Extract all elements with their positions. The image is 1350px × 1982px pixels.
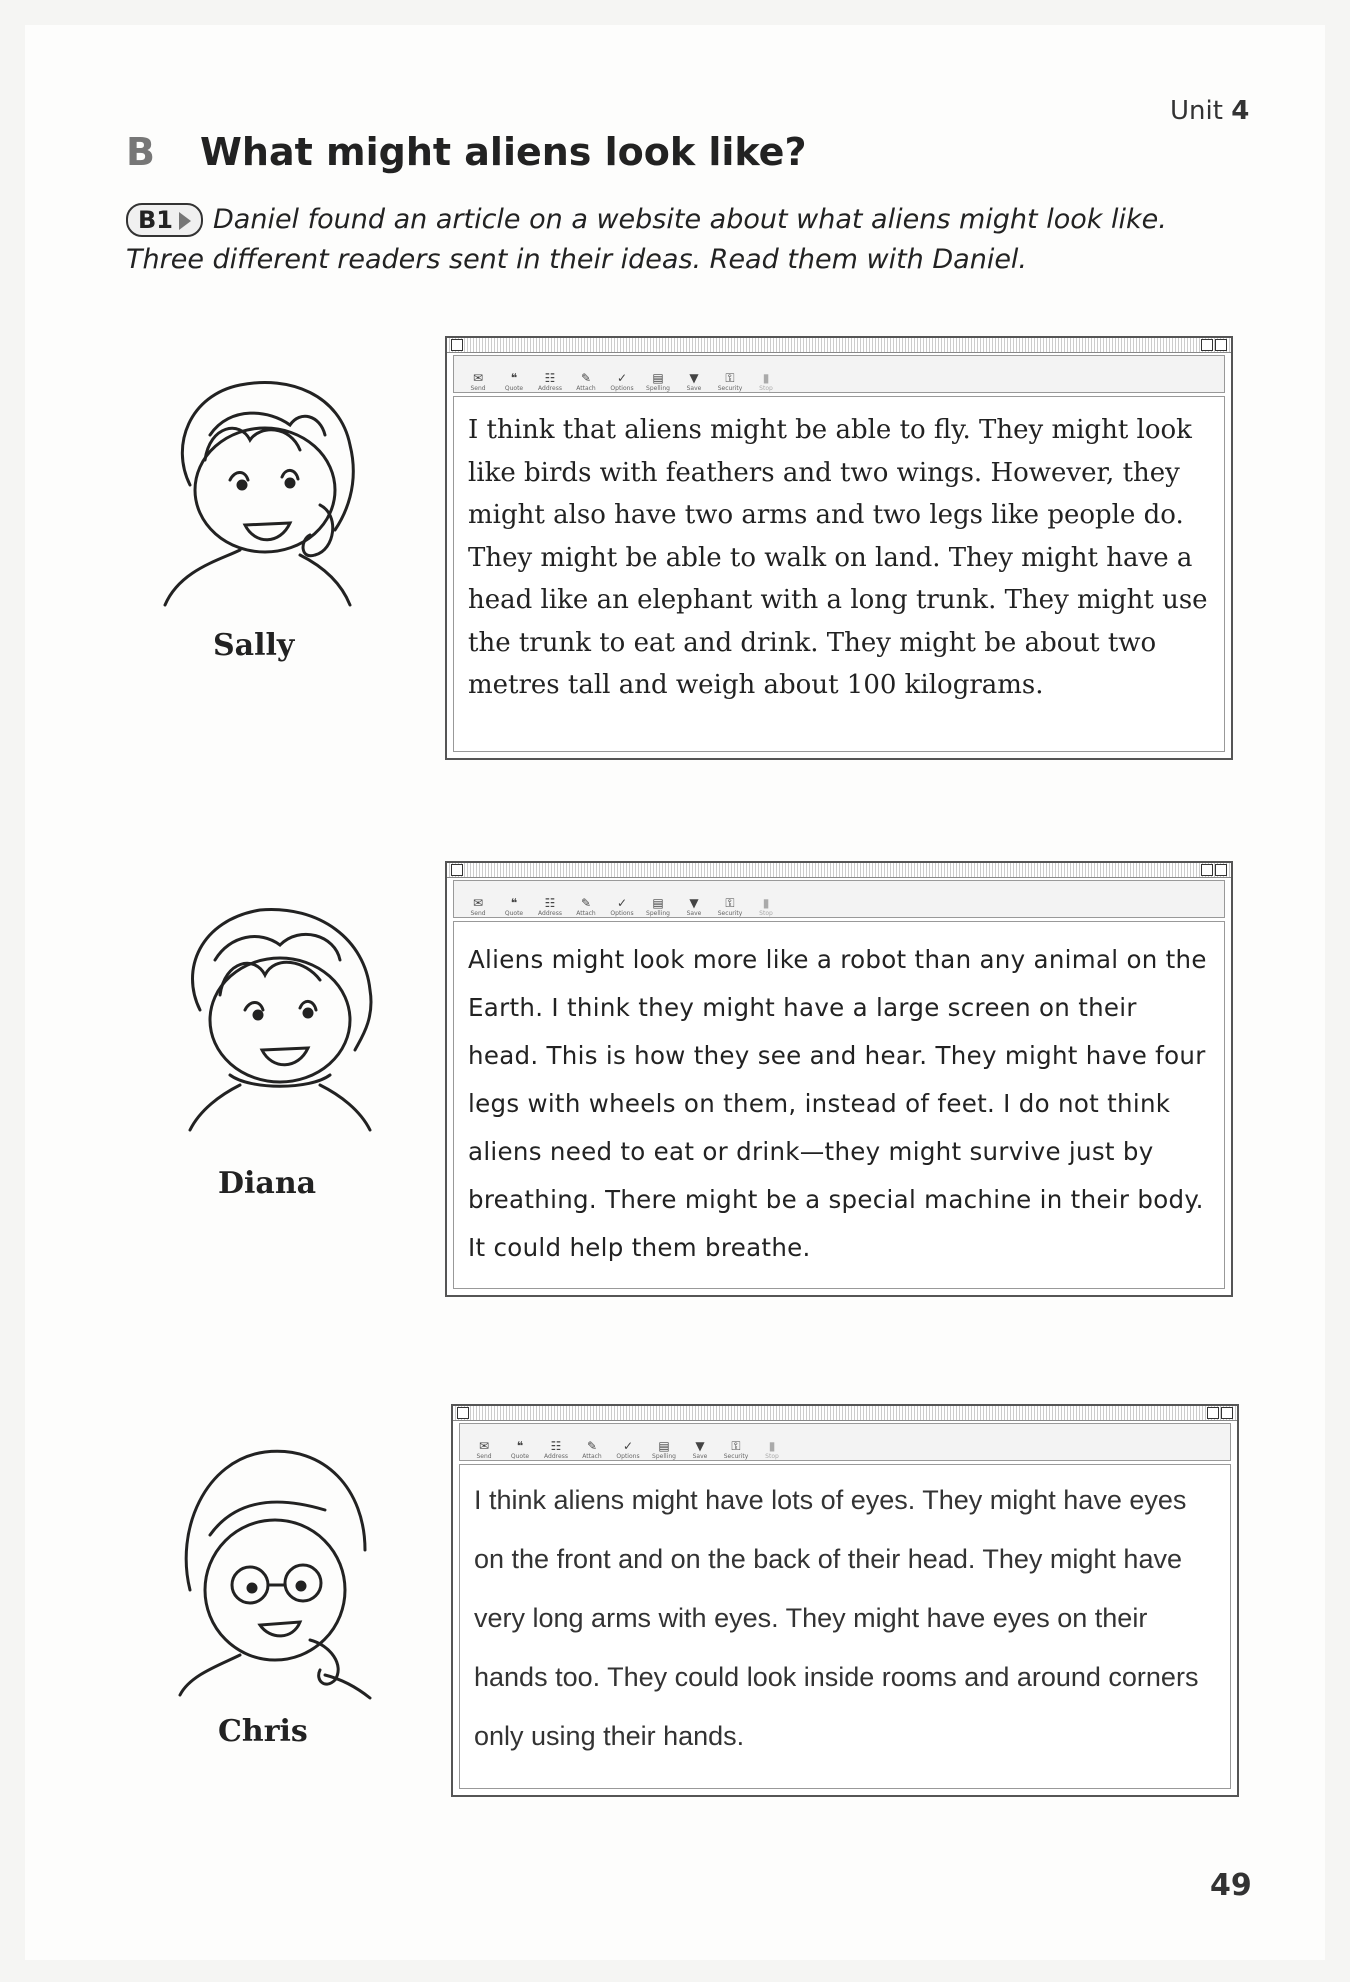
address-button[interactable]: ☷ Address bbox=[544, 1439, 568, 1460]
send-button[interactable]: ✉ Send bbox=[470, 371, 486, 392]
spelling-icon: ▤ bbox=[652, 371, 664, 385]
security-button[interactable]: ⚿ Security bbox=[717, 371, 743, 392]
mail-toolbar bbox=[459, 1423, 1231, 1461]
window-close-icon[interactable] bbox=[451, 339, 463, 351]
security-icon: ⚿ bbox=[725, 896, 735, 910]
unit-label: Unit 4 bbox=[1170, 96, 1250, 126]
options-button[interactable]: ✓ Options bbox=[616, 1439, 640, 1460]
address-button[interactable]: ☷ Address bbox=[538, 371, 562, 392]
play-icon bbox=[179, 212, 191, 230]
spelling-button[interactable]: ▤ Spelling bbox=[646, 371, 670, 392]
security-button[interactable]: ⚿ Security bbox=[717, 896, 743, 917]
chris-post-text: I think aliens might have lots of eyes. They might have eyes on the front and on the back of their head. They might have very long arms with eyes. They might have eyes on their hands too. They could look inside rooms and around corners only using their hands. bbox=[474, 1485, 1199, 1751]
sally-post-window bbox=[445, 336, 1233, 760]
stop-button[interactable]: ▮ Stop bbox=[765, 1439, 779, 1460]
attach-icon: ✎ bbox=[580, 371, 592, 385]
section-letter: B bbox=[126, 130, 155, 174]
quote-button[interactable]: ❝ Quote bbox=[504, 371, 524, 392]
quote-icon: ❝ bbox=[510, 371, 518, 385]
window-zoom-icon[interactable] bbox=[1201, 864, 1213, 876]
send-icon: ✉ bbox=[478, 1439, 490, 1453]
quote-icon: ❝ bbox=[510, 896, 518, 910]
save-button[interactable]: ▼ Save bbox=[686, 896, 702, 917]
window-titlebar bbox=[447, 338, 1231, 353]
attach-icon: ✎ bbox=[586, 1439, 598, 1453]
options-icon: ✓ bbox=[616, 371, 628, 385]
security-button[interactable]: ⚿ Security bbox=[723, 1439, 749, 1460]
attach-button[interactable]: ✎ Attach bbox=[576, 896, 596, 917]
attach-icon: ✎ bbox=[580, 896, 592, 910]
stop-button[interactable]: ▮ Stop bbox=[759, 896, 773, 917]
stop-icon: ▮ bbox=[762, 371, 770, 385]
window-close-icon[interactable] bbox=[451, 864, 463, 876]
save-icon: ▼ bbox=[689, 896, 699, 910]
sally-name: Sally bbox=[213, 628, 295, 663]
stop-button[interactable]: ▮ Stop bbox=[759, 371, 773, 392]
quote-button[interactable]: ❝ Quote bbox=[510, 1439, 530, 1460]
quote-button[interactable]: ❝ Quote bbox=[504, 896, 524, 917]
intro-text: Daniel found an article on a website about what aliens might look like. Three different readers sent in their ideas. Read them with Daniel. bbox=[126, 204, 1167, 275]
spelling-icon: ▤ bbox=[652, 896, 664, 910]
mail-toolbar bbox=[453, 880, 1225, 918]
message-body bbox=[453, 921, 1225, 1289]
security-icon: ⚿ bbox=[731, 1439, 741, 1453]
options-icon: ✓ bbox=[616, 896, 628, 910]
save-icon: ▼ bbox=[689, 371, 699, 385]
window-zoom-icon[interactable] bbox=[1207, 1407, 1219, 1419]
save-button[interactable]: ▼ Save bbox=[692, 1439, 708, 1460]
diana-avatar bbox=[170, 900, 390, 1140]
address-icon: ☷ bbox=[544, 896, 556, 910]
message-body bbox=[459, 1464, 1231, 1789]
audio-track-badge[interactable]: B1 bbox=[126, 203, 203, 237]
chris-name: Chris bbox=[218, 1714, 308, 1749]
window-zoom-icon[interactable] bbox=[1201, 339, 1213, 351]
save-icon: ▼ bbox=[695, 1439, 705, 1453]
window-collapse-icon[interactable] bbox=[1221, 1407, 1233, 1419]
stop-icon: ▮ bbox=[768, 1439, 776, 1453]
message-body bbox=[453, 396, 1225, 752]
sally-post-text: I think that aliens might be able to fly. They might look like birds with feathers and two wings. However, they might also have two arms and two legs like people do. They might be able to walk on land. They might have a head like an elephant with a long trunk. They might use the trunk to eat and drink. They might be about two metres tall and weigh about 100 kilograms. bbox=[468, 415, 1208, 700]
diana-name: Diana bbox=[218, 1166, 317, 1201]
options-button[interactable]: ✓ Options bbox=[610, 896, 634, 917]
send-icon: ✉ bbox=[472, 896, 484, 910]
attach-button[interactable]: ✎ Attach bbox=[582, 1439, 602, 1460]
spelling-button[interactable]: ▤ Spelling bbox=[652, 1439, 676, 1460]
chris-post-window bbox=[451, 1404, 1239, 1797]
page-number: 49 bbox=[1210, 1868, 1252, 1903]
chris-avatar bbox=[165, 1440, 385, 1700]
quote-icon: ❝ bbox=[516, 1439, 524, 1453]
address-icon: ☷ bbox=[544, 371, 556, 385]
mail-toolbar bbox=[453, 355, 1225, 393]
diana-post-window bbox=[445, 861, 1233, 1297]
spelling-button[interactable]: ▤ Spelling bbox=[646, 896, 670, 917]
unit-number: 4 bbox=[1231, 96, 1250, 126]
window-titlebar bbox=[453, 1406, 1237, 1421]
window-close-icon[interactable] bbox=[457, 1407, 469, 1419]
send-button[interactable]: ✉ Send bbox=[476, 1439, 492, 1460]
intro-paragraph bbox=[126, 200, 1206, 280]
send-button[interactable]: ✉ Send bbox=[470, 896, 486, 917]
diana-post-text: Aliens might look more like a robot than any animal on the Earth. I think they might have a large screen on their head. This is how they see and hear. They might have four legs with wheels on them, instead of feet. I do not think aliens need to eat or drink—they might survive just by breathing. There might be a special machine in their body. It could help them breathe. bbox=[468, 945, 1207, 1262]
window-collapse-icon[interactable] bbox=[1215, 339, 1227, 351]
section-title: What might aliens look like? bbox=[200, 130, 807, 174]
address-icon: ☷ bbox=[550, 1439, 562, 1453]
address-button[interactable]: ☷ Address bbox=[538, 896, 562, 917]
options-icon: ✓ bbox=[622, 1439, 634, 1453]
options-button[interactable]: ✓ Options bbox=[610, 371, 634, 392]
stop-icon: ▮ bbox=[762, 896, 770, 910]
window-collapse-icon[interactable] bbox=[1215, 864, 1227, 876]
spelling-icon: ▤ bbox=[658, 1439, 670, 1453]
send-icon: ✉ bbox=[472, 371, 484, 385]
attach-button[interactable]: ✎ Attach bbox=[576, 371, 596, 392]
save-button[interactable]: ▼ Save bbox=[686, 371, 702, 392]
security-icon: ⚿ bbox=[725, 371, 735, 385]
window-titlebar bbox=[447, 863, 1231, 878]
sally-avatar bbox=[150, 365, 380, 615]
